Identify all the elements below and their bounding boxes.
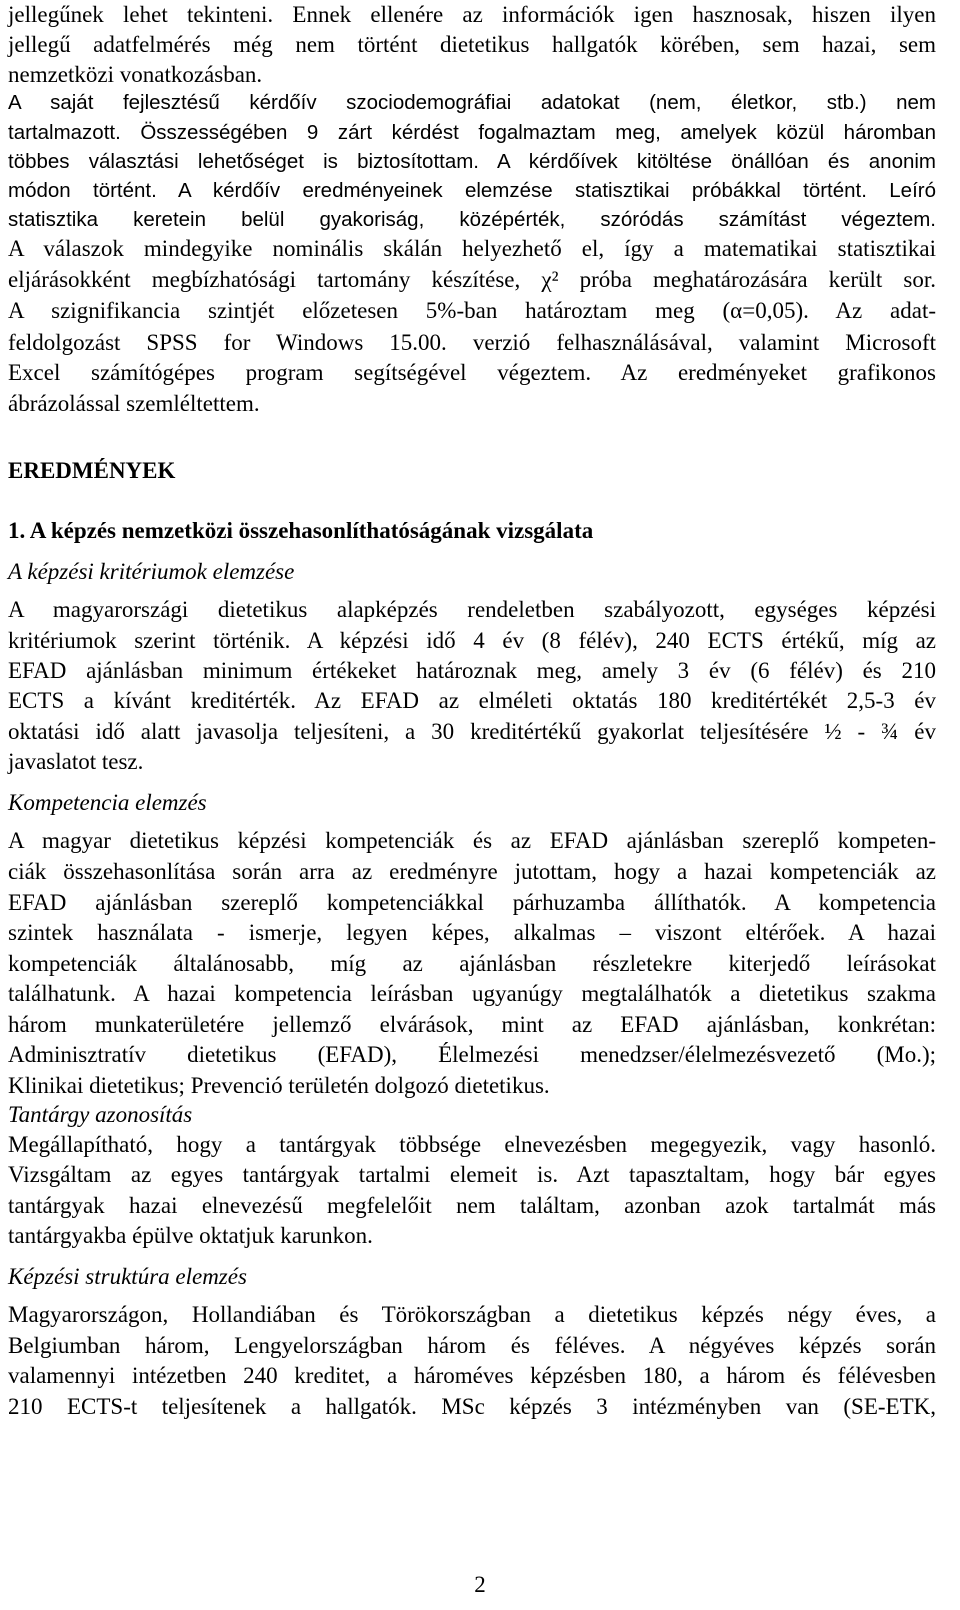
text-line: statisztika keretein belül gyakoriság, középérték, szóródás számítást végeztem.: [8, 208, 936, 231]
text-line: ECTS a kívánt kreditérték. Az EFAD az elméleti oktatás 180 kreditértékét 2,5-3 év: [8, 688, 936, 713]
text-line: EFAD ajánlásban szereplő kompetenciákkal párhuzamba állíthatók. A kompetencia: [8, 890, 936, 915]
text-line: három munkaterületére jellemző elvárások, mint az EFAD ajánlásban, konkrétan:: [8, 1012, 936, 1037]
text-line: javaslatot tesz.: [8, 749, 144, 774]
text-line: ciák összehasonlítása során arra az eredményre jutottam, hogy a hazai kompetenciák az: [8, 859, 936, 884]
text-line: Magyarországon, Hollandiában és Törökországban a dietetikus képzés négy éves, a: [8, 1302, 936, 1327]
text-line: nemzetközi vonatkozásban.: [8, 62, 263, 87]
text-line: szintek használata - ismerje, legyen képes, alkalmas – viszont eltérőek. A hazai: [8, 920, 936, 945]
text-line: kompetenciák általánosabb, míg az ajánlásban részletekre kiterjedő leírásokat: [8, 951, 936, 976]
text-line: EFAD ajánlásban minimum értékeket határoznak meg, amely 3 év (6 félév) és 210: [8, 658, 936, 683]
text-line: Adminisztratív dietetikus (EFAD), Élelmezési menedzser/élelmezésvezető (Mo.);: [8, 1042, 936, 1067]
text-line: ábrázolással szemléltettem.: [8, 391, 260, 416]
subsection-title: Képzési struktúra elemzés: [8, 1264, 247, 1289]
text-line: Vizsgáltam az egyes tantárgyak tartalmi elemeit is. Azt tapasztaltam, hogy bár egyes: [8, 1162, 936, 1187]
text-line: kritériumok szerint történik. A képzési idő 4 év (8 félév), 240 ECTS értékű, míg az: [8, 628, 936, 653]
page-number: 2: [474, 1572, 486, 1597]
subsection-title: Tantárgy azonosítás: [8, 1102, 193, 1127]
text-line: eljárásokként megbízhatósági tartomány készítése, χ² próba meghatározására került sor.: [8, 267, 936, 292]
text-line: A válaszok mindegyike nominális skálán helyezhető el, így a matematikai statisztikai: [8, 236, 936, 261]
text-line: Megállapítható, hogy a tantárgyak többsége elnevezésben megegyezik, vagy hasonló.: [8, 1132, 936, 1157]
text-line: Klinikai dietetikus; Prevenció területén dolgozó dietetikus.: [8, 1073, 550, 1098]
text-line: Excel számítógépes program segítségével végeztem. Az eredményeket grafikonos: [8, 360, 936, 385]
text-line: jellegűnek lehet tekinteni. Ennek ellenére az információk igen hasznosak, hiszen ilyen: [8, 2, 936, 27]
text-line: találhatunk. A hazai kompetencia leírásban ugyanúgy megtalálhatók a dietetikus szakma: [8, 981, 936, 1006]
text-line: tartalmazott. Összességében 9 zárt kérdést fogalmaztam meg, amelyek közül háromban: [8, 121, 936, 144]
section-heading: EREDMÉNYEK: [8, 458, 176, 483]
text-line: A saját fejlesztésű kérdőív szociodemográfiai adatokat (nem, életkor, stb.) nem: [8, 91, 936, 114]
text-line: A magyarországi dietetikus alapképzés rendeletben szabályozott, egységes képzési: [8, 597, 936, 622]
text-line: többes választási lehetőséget is biztosítottam. A kérdőívek kitöltése önállóan és anonim: [8, 150, 936, 173]
text-line: Belgiumban három, Lengyelországban három és féléves. A négyéves képzés során: [8, 1333, 936, 1358]
text-line: tantárgyakba épülve oktatjuk karunkon.: [8, 1223, 373, 1248]
text-line: A szignifikancia szintjét előzetesen 5%-ban határoztam meg (α=0,05). Az adat-: [8, 298, 936, 323]
text-line: oktatási idő alatt javasolja teljesíteni, a 30 kreditértékű gyakorlat teljesítésére ½ - ¾ év: [8, 719, 936, 744]
subsection-title: A képzési kritériumok elemzése: [8, 559, 295, 584]
text-line: 210 ECTS-t teljesítenek a hallgatók. MSc képzés 3 intézményben van (SE-ETK,: [8, 1394, 936, 1419]
text-line: valamennyi intézetben 240 kreditet, a hároméves képzésben 180, a három és félévesben: [8, 1363, 936, 1388]
text-line: A magyar dietetikus képzési kompetenciák és az EFAD ajánlásban szereplő kompeten-: [8, 828, 936, 853]
text-line: jellegű adatfelmérés még nem történt dietetikus hallgatók körében, sem hazai, sem: [8, 32, 936, 57]
text-line: módon történt. A kérdőív eredményeinek elemzése statisztikai próbákkal történt. Leíró: [8, 179, 936, 202]
text-line: tantárgyak hazai elnevezésű megfelelőit nem találtam, azonban azok tartalmát más: [8, 1193, 936, 1218]
subsection-heading: 1. A képzés nemzetközi összehasonlíthatóságának vizsgálata: [8, 518, 594, 543]
text-line: feldolgozást SPSS for Windows 15.00. verzió felhasználásával, valamint Microsoft: [8, 330, 936, 355]
subsection-title: Kompetencia elemzés: [8, 790, 207, 815]
